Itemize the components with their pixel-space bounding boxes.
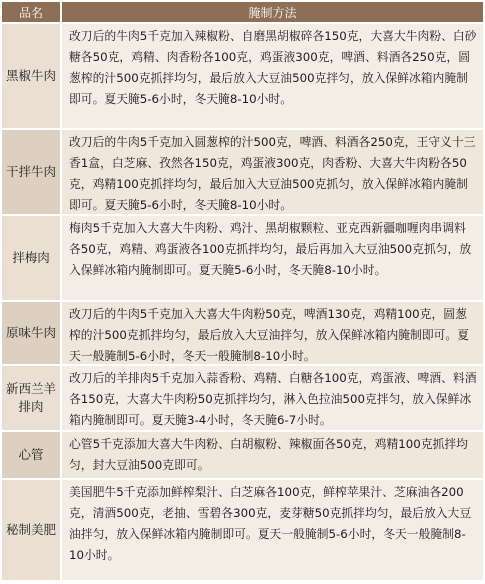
row-method: 梅肉5千克加入大喜大牛肉粉、鸡汁、黑胡椒颗粒、亚克西新疆咖喱肉串调料各50克，鸡精、鸡蛋液各100克抓拌均匀，最后再加入大豆油500克抓匀，放入保鲜冰箱内腌制即可。夏天腌5-6小时，冬天腌8-10小时。: [62, 216, 483, 300]
row-method: 改刀后的牛肉5千克加入辣椒粉、自磨黑胡椒碎各150克，大喜大牛肉粉、白砂糖各50克，鸡精、肉香粉各100克，鸡蛋液300克，啤酒、料酒各250克，圆葱榨的汁500克抓拌均匀，最后放入大豆油500克拌匀，放入保鲜冰箱内腌制即可。夏天腌5-6小时，冬天腌8-10小时。: [62, 24, 483, 128]
row-method: 改刀后的牛肉5千克加入大喜大牛肉粉50克，啤酒130克，鸡精100克，圆葱榨的汁500克抓拌均匀，最后放入大豆油拌匀，放入保鲜冰箱内腌制即可。夏天一般腌制5-6小时，冬天一般腌制8-10小时。: [62, 302, 483, 364]
marinade-table: [2, 2, 483, 582]
table-header: [2, 2, 483, 24]
table-row: [2, 24, 483, 130]
row-name: 黑椒牛肉: [2, 24, 62, 128]
table-row: [2, 432, 483, 480]
table-row: [2, 216, 483, 302]
header-name: 品名: [2, 2, 62, 22]
row-name: 原味牛肉: [2, 302, 62, 364]
header-method: 腌制方法: [248, 5, 297, 20]
row-method: 改刀后的牛肉5千克加入圆葱榨的汁500克，啤酒、料酒各250克，王守义十三香1盒，白芝麻、孜然各150克，鸡蛋液300克，肉香粉、大喜大牛肉粉各50克，鸡精100克抓拌均匀，最后加入大豆油500克抓匀，放入保鲜冰箱内腌制即可。夏天腌5-6小时，冬天腌8-10小时。: [62, 130, 483, 214]
row-name: 新西兰羊排肉: [2, 366, 62, 430]
row-name: 心管: [2, 432, 62, 478]
row-method: 心管5千克添加大喜大牛肉粉、白胡椒粉、辣椒面各50克，鸡精100克抓拌均匀，封大豆油500克即可。: [62, 432, 483, 478]
table-row: [2, 130, 483, 216]
row-name: 拌梅肉: [2, 216, 62, 300]
row-method: 美国肥牛5千克添加鲜榨梨汁、白芝麻各100克，鲜榨苹果汁、芝麻油各200克，清酒500克，老抽、雪碧各300克，麦芽糖50克抓拌均匀，最后放入大豆油拌匀，放入保鲜冰箱内腌制即可。夏天一般腌制5-6小时，冬天一般腌制8-10小时。: [62, 480, 483, 580]
table-row: [2, 302, 483, 366]
row-name: 秘制美肥: [2, 480, 62, 580]
row-name: 干拌牛肉: [2, 130, 62, 214]
table-row: [2, 480, 483, 582]
table-row: [2, 366, 483, 432]
row-method: 改刀后的羊排肉5千克加入蒜香粉、鸡精、白糖各100克，鸡蛋液、啤酒、料酒各150克，大喜大牛肉粉50克抓拌均匀，淋入色拉油500克拌匀，放入保鲜冰箱内腌制即可。夏天腌3-4小时，冬天腌6-7小时。: [62, 366, 483, 430]
